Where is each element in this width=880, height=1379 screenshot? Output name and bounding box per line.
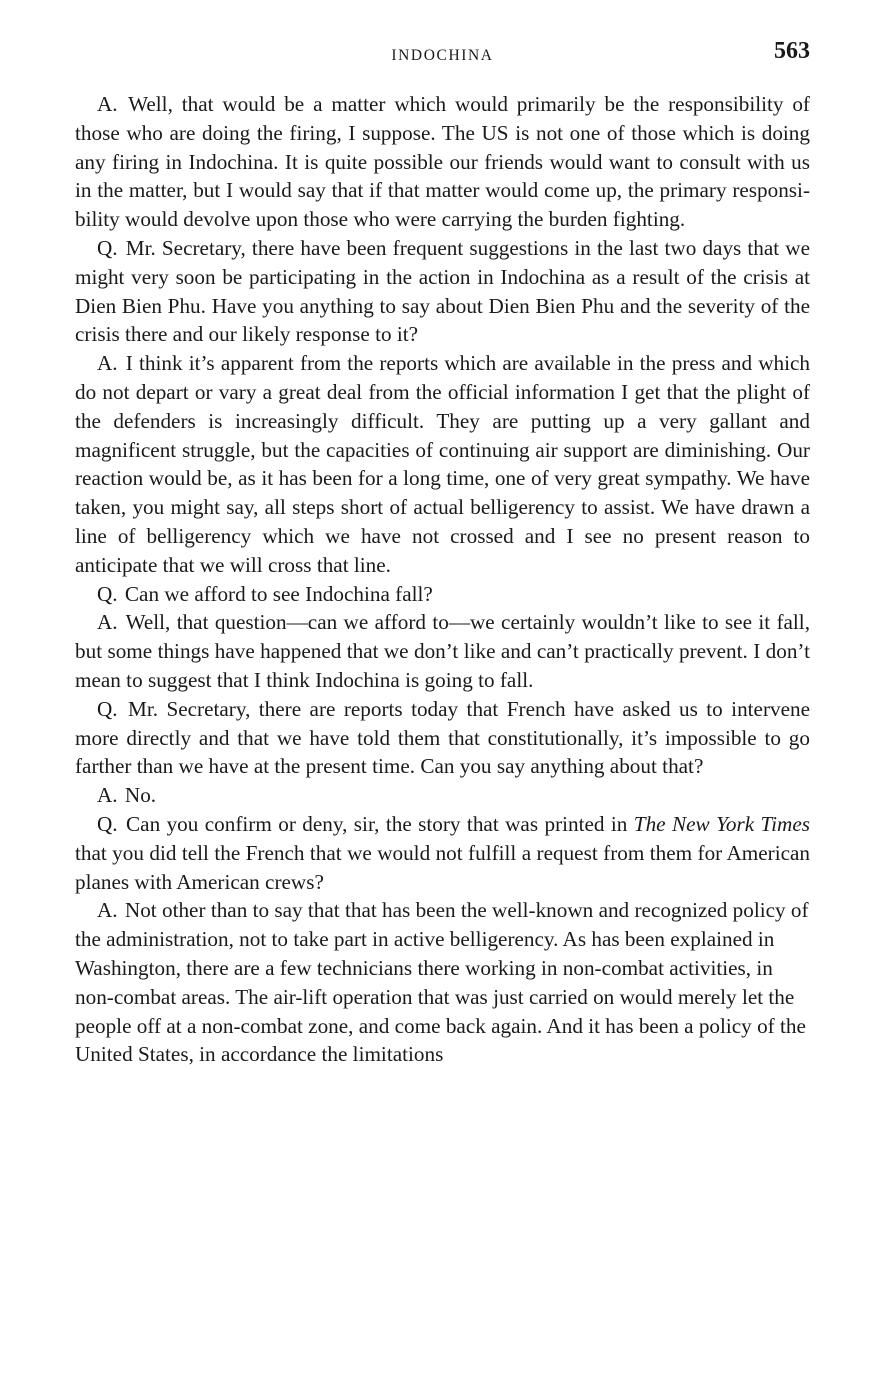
running-head-title: INDOCHINA [391, 47, 494, 64]
paragraph-answer [75, 896, 810, 1069]
paragraph-text: No. [124, 783, 157, 808]
speaker-label: A. [97, 610, 118, 635]
paragraph-question [75, 810, 810, 896]
paragraph-text: Not other than to say that that has been the well-known and recognized policy of the administration, not to take part in active belligerency. As has been explained in Washington, there are a few technicians there working in non-combat activities, in non-combat areas. The air-lift operation that was just carried on would merely let the people off at a non-combat zone, and come back again. And it has been a policy of the United States, in accordance the limitations [75, 898, 809, 1067]
speaker-label: Q. [97, 811, 118, 836]
running-head [75, 38, 810, 78]
paragraph-question [75, 580, 810, 609]
speaker-label: Q. [97, 696, 118, 721]
document-page [75, 38, 810, 1069]
paragraph-text-after: that you did tell the French that we would not fulfill a request from them for American planes with American crews? [75, 840, 810, 894]
paragraph-text-before: Can you confirm or deny, sir, the story that was printed in [126, 811, 634, 836]
speaker-label: Q. [97, 235, 118, 260]
page-number: 563 [774, 38, 810, 64]
speaker-label: A. [97, 898, 118, 923]
speaker-label: Q. [97, 581, 118, 606]
paragraph-text: Mr. Secretary, there are reports today that French have asked us to intervene more directly and that we have told them that constitutionally, it’s impossible to go farther than we have at the present time. Can you say anything about that? [75, 696, 811, 779]
paragraph-text: I think it’s apparent from the reports which are available in the press and which do not depart or vary a great deal from the official information I get that the plight of the defenders is increasingly difficult. They are putting up a very gallant and magnificent struggle, but the capacities of continuing air support are diminishing. Our reaction would be, as it has been for a long time, one of very great sympathy. We have taken, you might say, all steps short of actual belligerency to assist. We have drawn a line of belligerency which we have not crossed and I see no present reason to anticipate that we will cross that line. [75, 351, 811, 577]
paragraph-text: Mr. Secretary, there have been frequent suggestions in the last two days that we might very soon be participating in the action in Indochina as a result of the crisis at Dien Bien Phu. Have you anything to say about Dien Bien Phu and the severity of the crisis there and our likely response to it? [75, 235, 811, 347]
body-text [75, 90, 810, 1069]
paragraph-text: Well, that question—can we afford to—we certainly wouldn’t like to see it fall, but some things have happened that we don’t like and can’t practically prevent. I don’t mean to suggest that I think Indochina is going to fall. [75, 610, 810, 692]
paragraph-text: Well, that would be a matter which would primarily be the responsibility of those who are doing the firing, I suppose. The US is not one of those which is doing any firing in Indochina. It is quite possible our friends would want to consult with us in the matter, but I would say that if that matter would come up, the primary responsibility would devolve upon those who were carrying the burden fighting. [75, 92, 810, 232]
paragraph-answer [75, 781, 810, 810]
paragraph-answer [75, 90, 810, 234]
paragraph-answer [75, 349, 810, 579]
paragraph-question [75, 695, 810, 781]
speaker-label: A. [97, 783, 118, 808]
publication-title: The New York Times [633, 811, 811, 836]
paragraph-answer [75, 608, 810, 694]
speaker-label: A. [97, 92, 118, 116]
speaker-label: A. [97, 351, 118, 376]
paragraph-question [75, 234, 810, 349]
paragraph-text: Can we afford to see Indochina fall? [124, 581, 433, 606]
